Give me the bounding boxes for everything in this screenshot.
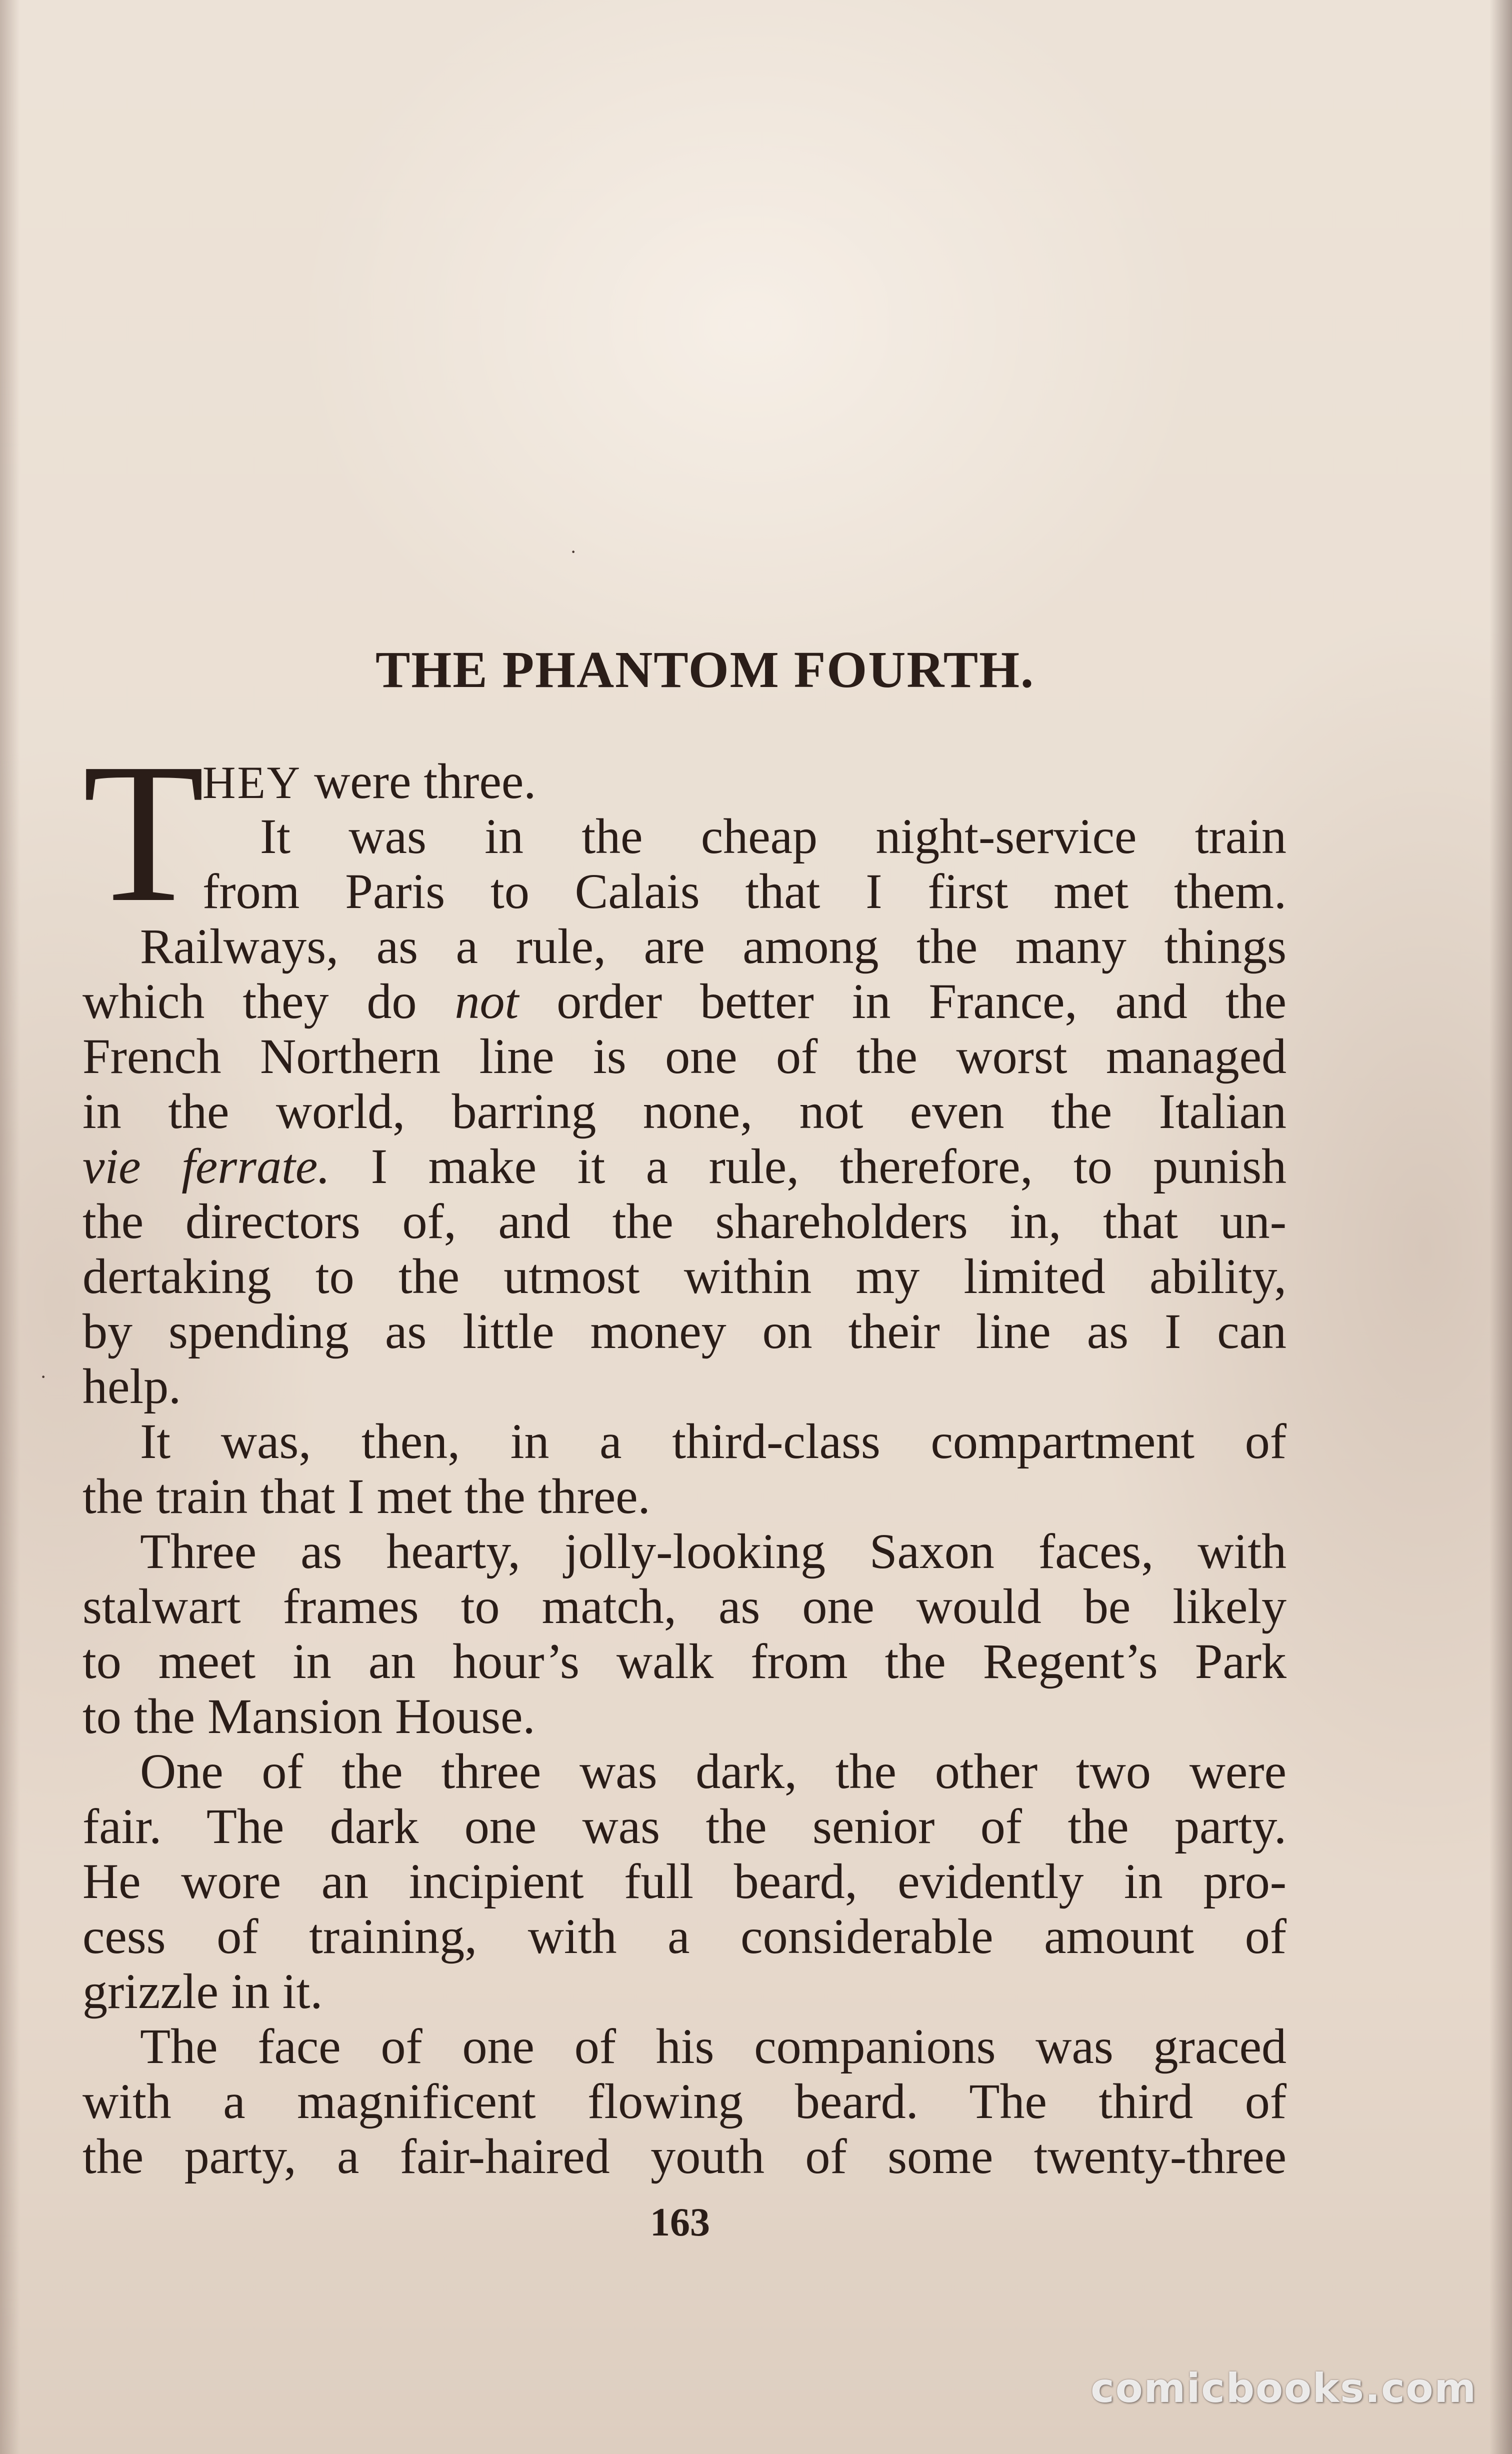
text-line: dertaking to the utmost within my limited ability, [82, 1249, 1286, 1304]
page-edge-shadow-right [1490, 0, 1512, 2454]
text-line: It was, then, in a third-class compartment of [140, 1414, 1286, 1469]
text-line: the train that I met the three. [82, 1469, 650, 1524]
text-line: fair. The dark one was the senior of the party. [82, 1799, 1286, 1854]
text-line: help. [82, 1359, 182, 1414]
text-line: Railways, as a rule, are among the many things [140, 919, 1286, 974]
text-line: He wore an incipient full beard, evidently in pro- [82, 1854, 1286, 1909]
text-line: cess of training, with a considerable amount of [82, 1909, 1286, 1964]
text-line: The face of one of his companions was graced [140, 2019, 1286, 2074]
ink-speck: · [570, 540, 577, 563]
drop-cap: T [82, 722, 205, 944]
page-edge-shadow-left [0, 0, 20, 2454]
line-text: I make it a rule, therefore, to punish [330, 1139, 1286, 1194]
text-line: to meet in an hour’s walk from the Regent’s Park [82, 1634, 1286, 1689]
text-line: from Paris to Calais that I first met them. [202, 864, 1286, 919]
text-line: with a magnificent flowing beard. The third of [82, 2074, 1286, 2129]
watermark: comicbooks.com [1090, 2365, 1477, 2412]
text-line: French Northern line is one of the worst managed [82, 1029, 1286, 1084]
italic-text: not [454, 974, 519, 1029]
text-line: in the world, barring none, not even the Italian [82, 1084, 1286, 1139]
text-line: to the Mansion House. [82, 1689, 536, 1744]
text-line: by spending as little money on their line as I can [82, 1304, 1286, 1359]
italic-text: vie ferrate. [82, 1139, 330, 1194]
chapter-title: THE PHANTOM FOURTH. [375, 641, 1035, 698]
text-line [82, 1139, 1286, 1194]
text-line: Three as hearty, jolly-looking Saxon faces, with [140, 1524, 1286, 1579]
text-line: One of the three was dark, the other two were [140, 1744, 1286, 1799]
text-line [202, 754, 1286, 809]
text-line: It was in the cheap night-service train [260, 809, 1286, 864]
text-line [82, 974, 1286, 1029]
line-text: were three. [302, 754, 536, 809]
text-line: stalwart frames to match, as one would be likely [82, 1579, 1286, 1634]
line-text: order better in France, and the [518, 974, 1286, 1029]
text-line: the party, a fair-haired youth of some twenty-three [82, 2129, 1286, 2184]
page-number: 163 [650, 2200, 710, 2244]
ink-speck: · [40, 1366, 47, 1388]
text-line: grizzle in it. [82, 1964, 323, 2019]
text-line: the directors of, and the shareholders in, that un- [82, 1194, 1286, 1249]
line-text: which they do [82, 974, 455, 1029]
drop-cap-continuation: HEY [202, 757, 302, 808]
